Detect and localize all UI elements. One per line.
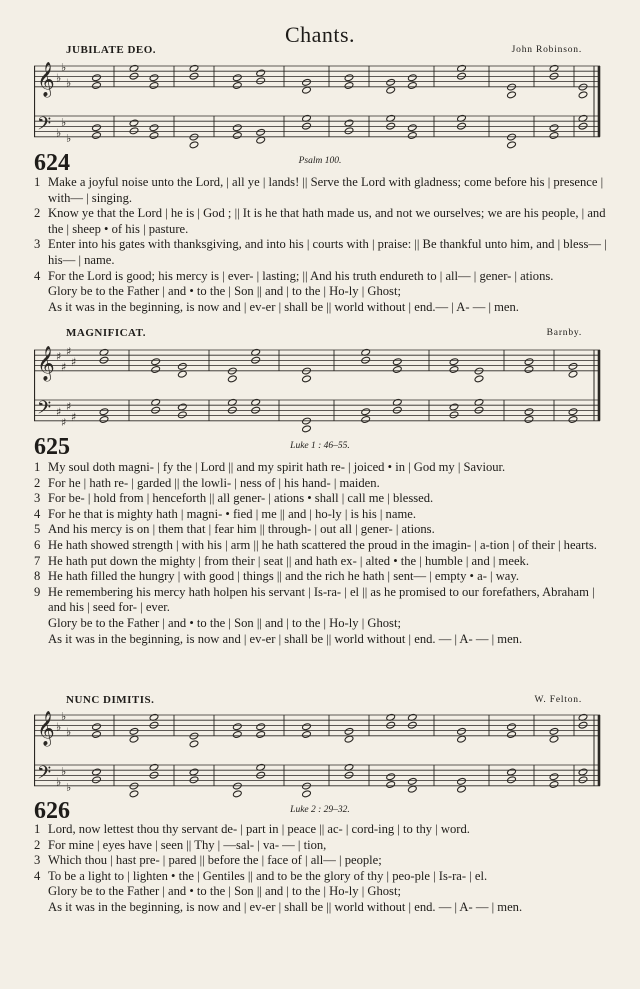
svg-text:♯: ♯ bbox=[66, 345, 72, 358]
verse-line bbox=[34, 206, 608, 237]
svg-text:♯: ♯ bbox=[56, 405, 62, 419]
svg-text:♭: ♭ bbox=[61, 116, 67, 130]
verse-text: For be- | hold from | henceforth || all gener- | ations • shall | call me | blessed. bbox=[48, 491, 434, 506]
verse-line bbox=[34, 838, 608, 854]
scripture-source-624: Psalm 100. bbox=[298, 156, 342, 166]
svg-text:𝄞: 𝄞 bbox=[37, 345, 55, 381]
verse-text: As it was in the beginning, is now and | ev-er | shall be || world without | end. — | A- — | men. bbox=[48, 631, 523, 646]
svg-text:♯: ♯ bbox=[71, 410, 77, 424]
svg-text:♯: ♯ bbox=[66, 400, 72, 414]
verse-line bbox=[34, 822, 608, 838]
verse-number: 1 bbox=[34, 460, 41, 474]
verse-number: 1 bbox=[34, 175, 41, 189]
verse-number: 1 bbox=[34, 822, 41, 836]
verse-line bbox=[34, 269, 608, 285]
svg-text:♭: ♭ bbox=[61, 710, 67, 723]
svg-text:♯: ♯ bbox=[56, 350, 62, 364]
verse-number: 3 bbox=[34, 491, 41, 506]
svg-text:𝄞: 𝄞 bbox=[37, 710, 55, 746]
verse-number: 3 bbox=[34, 853, 41, 868]
verse-line bbox=[34, 632, 608, 648]
svg-text:♭: ♭ bbox=[61, 765, 67, 779]
svg-text:♯: ♯ bbox=[61, 360, 67, 374]
verse-line bbox=[34, 175, 608, 206]
svg-text:♭: ♭ bbox=[66, 780, 72, 794]
scripture-source-625: Luke 1 : 46–55. bbox=[290, 441, 350, 451]
composer-magnificat: Barnby. bbox=[546, 328, 582, 338]
verse-number: 9 bbox=[34, 584, 41, 599]
verse-text: Glory be to the Father | and • to the | Son || and | to the | Ho-ly | Ghost; bbox=[48, 615, 401, 630]
verse-number: 8 bbox=[34, 569, 41, 584]
svg-text:♭: ♭ bbox=[66, 131, 72, 145]
verse-line bbox=[34, 300, 608, 316]
verse-number: 4 bbox=[34, 868, 41, 883]
scripture-source-626: Luke 2 : 29–32. bbox=[290, 805, 350, 815]
svg-text:♭: ♭ bbox=[56, 720, 62, 734]
svg-text:♭: ♭ bbox=[66, 725, 72, 739]
svg-text:♯: ♯ bbox=[61, 415, 67, 429]
verse-text: For the Lord is good; his mercy is | ever- | lasting; || And his truth endureth to | all— | gener- | ations. bbox=[48, 268, 554, 283]
music-score-jubilate bbox=[34, 58, 606, 158]
music-score-magnificat bbox=[34, 342, 606, 442]
svg-text:𝄢: 𝄢 bbox=[37, 398, 52, 424]
svg-text:♭: ♭ bbox=[56, 126, 62, 140]
tune-name-nunc-dimitis: NUNC DIMITIS. bbox=[66, 694, 155, 706]
verse-line bbox=[34, 616, 608, 632]
verse-line bbox=[34, 476, 608, 492]
verse-text: Lord, now lettest thou thy servant de- | part in | peace || ac- | cord-ing | to thy | word. bbox=[48, 822, 470, 836]
verse-number: 2 bbox=[34, 206, 41, 221]
verse-line bbox=[34, 554, 608, 570]
hymn-number-625: 625 bbox=[34, 434, 70, 460]
tune-name-magnificat: MAGNIFICAT. bbox=[66, 327, 146, 339]
verse-text: Enter into his gates with thanksgiving, and into his | courts with | praise: || Be thankful unto him, and | bless— | his— | name. bbox=[48, 237, 607, 267]
page-title: Chants. bbox=[284, 22, 356, 47]
verse-number: 2 bbox=[34, 475, 41, 490]
verse-text: Know ye that the Lord | he is | God ; || It is he that hath made us, and not we ourselves; we are his people, | and the | sheep • of his | pasture. bbox=[48, 206, 606, 236]
verse-text: Glory be to the Father | and • to the | Son || and | to the | Ho-ly | Ghost; bbox=[48, 284, 401, 299]
verse-number: 7 bbox=[34, 553, 41, 568]
verse-line bbox=[34, 507, 608, 523]
verse-text: For he that is mighty hath | magni- • fied | me || and | ho-ly | is his | name. bbox=[48, 506, 416, 521]
svg-text:𝄢: 𝄢 bbox=[37, 114, 52, 140]
verse-number: 4 bbox=[34, 506, 41, 521]
verse-number: 2 bbox=[34, 837, 41, 852]
verse-text: As it was in the beginning, is now and | ev-er | shall be || world without | end. — | A- — | men. bbox=[48, 899, 523, 914]
svg-text:♭: ♭ bbox=[61, 61, 67, 74]
verse-text: For he | hath re- | garded || the lowli- | ness of | his hand- | maiden. bbox=[48, 475, 380, 490]
verse-text: My soul doth magni- | fy the | Lord || and my spirit hath re- | joiced • in | God my | Saviour. bbox=[48, 460, 506, 474]
svg-text:♭: ♭ bbox=[56, 71, 62, 85]
svg-text:♯: ♯ bbox=[71, 355, 77, 369]
verse-line bbox=[34, 237, 608, 268]
verse-number: 3 bbox=[34, 237, 41, 252]
svg-text:♭: ♭ bbox=[56, 775, 62, 789]
verse-text: To be a light to | lighten • the | Gentiles || and to be the glory of thy | peo-ple | Is-ra- | el. bbox=[48, 868, 488, 883]
hymn-number-626: 626 bbox=[34, 798, 70, 824]
verse-line bbox=[34, 284, 608, 300]
verse-text: Glory be to the Father | and • to the | Son || and | to the | Ho-ly | Ghost; bbox=[48, 884, 401, 899]
svg-text:𝄢: 𝄢 bbox=[37, 763, 52, 789]
verse-text: He hath showed strength | with his | arm || he hath scattered the proud in the imagin- | a-tion | of their | hearts. bbox=[48, 537, 597, 552]
verse-text: For mine | eyes have | seen || Thy | —sal- | va- — | tion, bbox=[48, 837, 327, 852]
verse-text: Make a joyful noise unto the Lord, | all ye | lands! || Serve the Lord with gladness; come before his | presence | with— | singing. bbox=[48, 175, 604, 205]
verse-line bbox=[34, 491, 608, 507]
verses-626 bbox=[34, 822, 608, 916]
verse-line bbox=[34, 522, 608, 538]
verse-line bbox=[34, 869, 608, 885]
verse-number: 5 bbox=[34, 522, 41, 537]
verse-line bbox=[34, 585, 608, 616]
composer-nunc-dimitis: W. Felton. bbox=[534, 695, 582, 705]
verse-line bbox=[34, 900, 608, 916]
tune-name-jubilate: JUBILATE DEO. bbox=[66, 44, 157, 56]
verse-line bbox=[34, 460, 608, 476]
verse-text: Which thou | hast pre- | pared || before the | face of | all— | people; bbox=[48, 853, 382, 868]
verse-line bbox=[34, 569, 608, 585]
verse-text: And his mercy is on | them that | fear him || through- | out all | gener- | ations. bbox=[48, 522, 435, 537]
verse-number: 4 bbox=[34, 268, 41, 283]
verses-624 bbox=[34, 175, 608, 315]
verse-line bbox=[34, 884, 608, 900]
music-score-nunc-dimitis bbox=[34, 707, 606, 805]
verse-line bbox=[34, 853, 608, 869]
verse-text: As it was in the beginning, is now and | ev-er | shall be || world without | end.— | A- — | men. bbox=[48, 299, 519, 314]
verses-625 bbox=[34, 460, 608, 647]
svg-text:♭: ♭ bbox=[66, 76, 72, 90]
verse-text: He remembering his mercy hath holpen his servant | Is-ra- | el || as he promised to our forefathers, Abraham | and his | seed for- | ever. bbox=[48, 584, 595, 615]
verse-number: 6 bbox=[34, 537, 41, 552]
svg-text:𝄞: 𝄞 bbox=[37, 61, 55, 97]
composer-jubilate: John Robinson. bbox=[511, 45, 582, 55]
verse-text: He hath filled the hungry | with good | things || and the rich he hath | sent— | empty • a- | way. bbox=[48, 569, 520, 584]
hymn-number-624: 624 bbox=[34, 150, 70, 176]
verse-line bbox=[34, 538, 608, 554]
verse-text: He hath put down the mighty | from their | seat || and hath ex- | alted • the | humble | and | meek. bbox=[48, 553, 529, 568]
